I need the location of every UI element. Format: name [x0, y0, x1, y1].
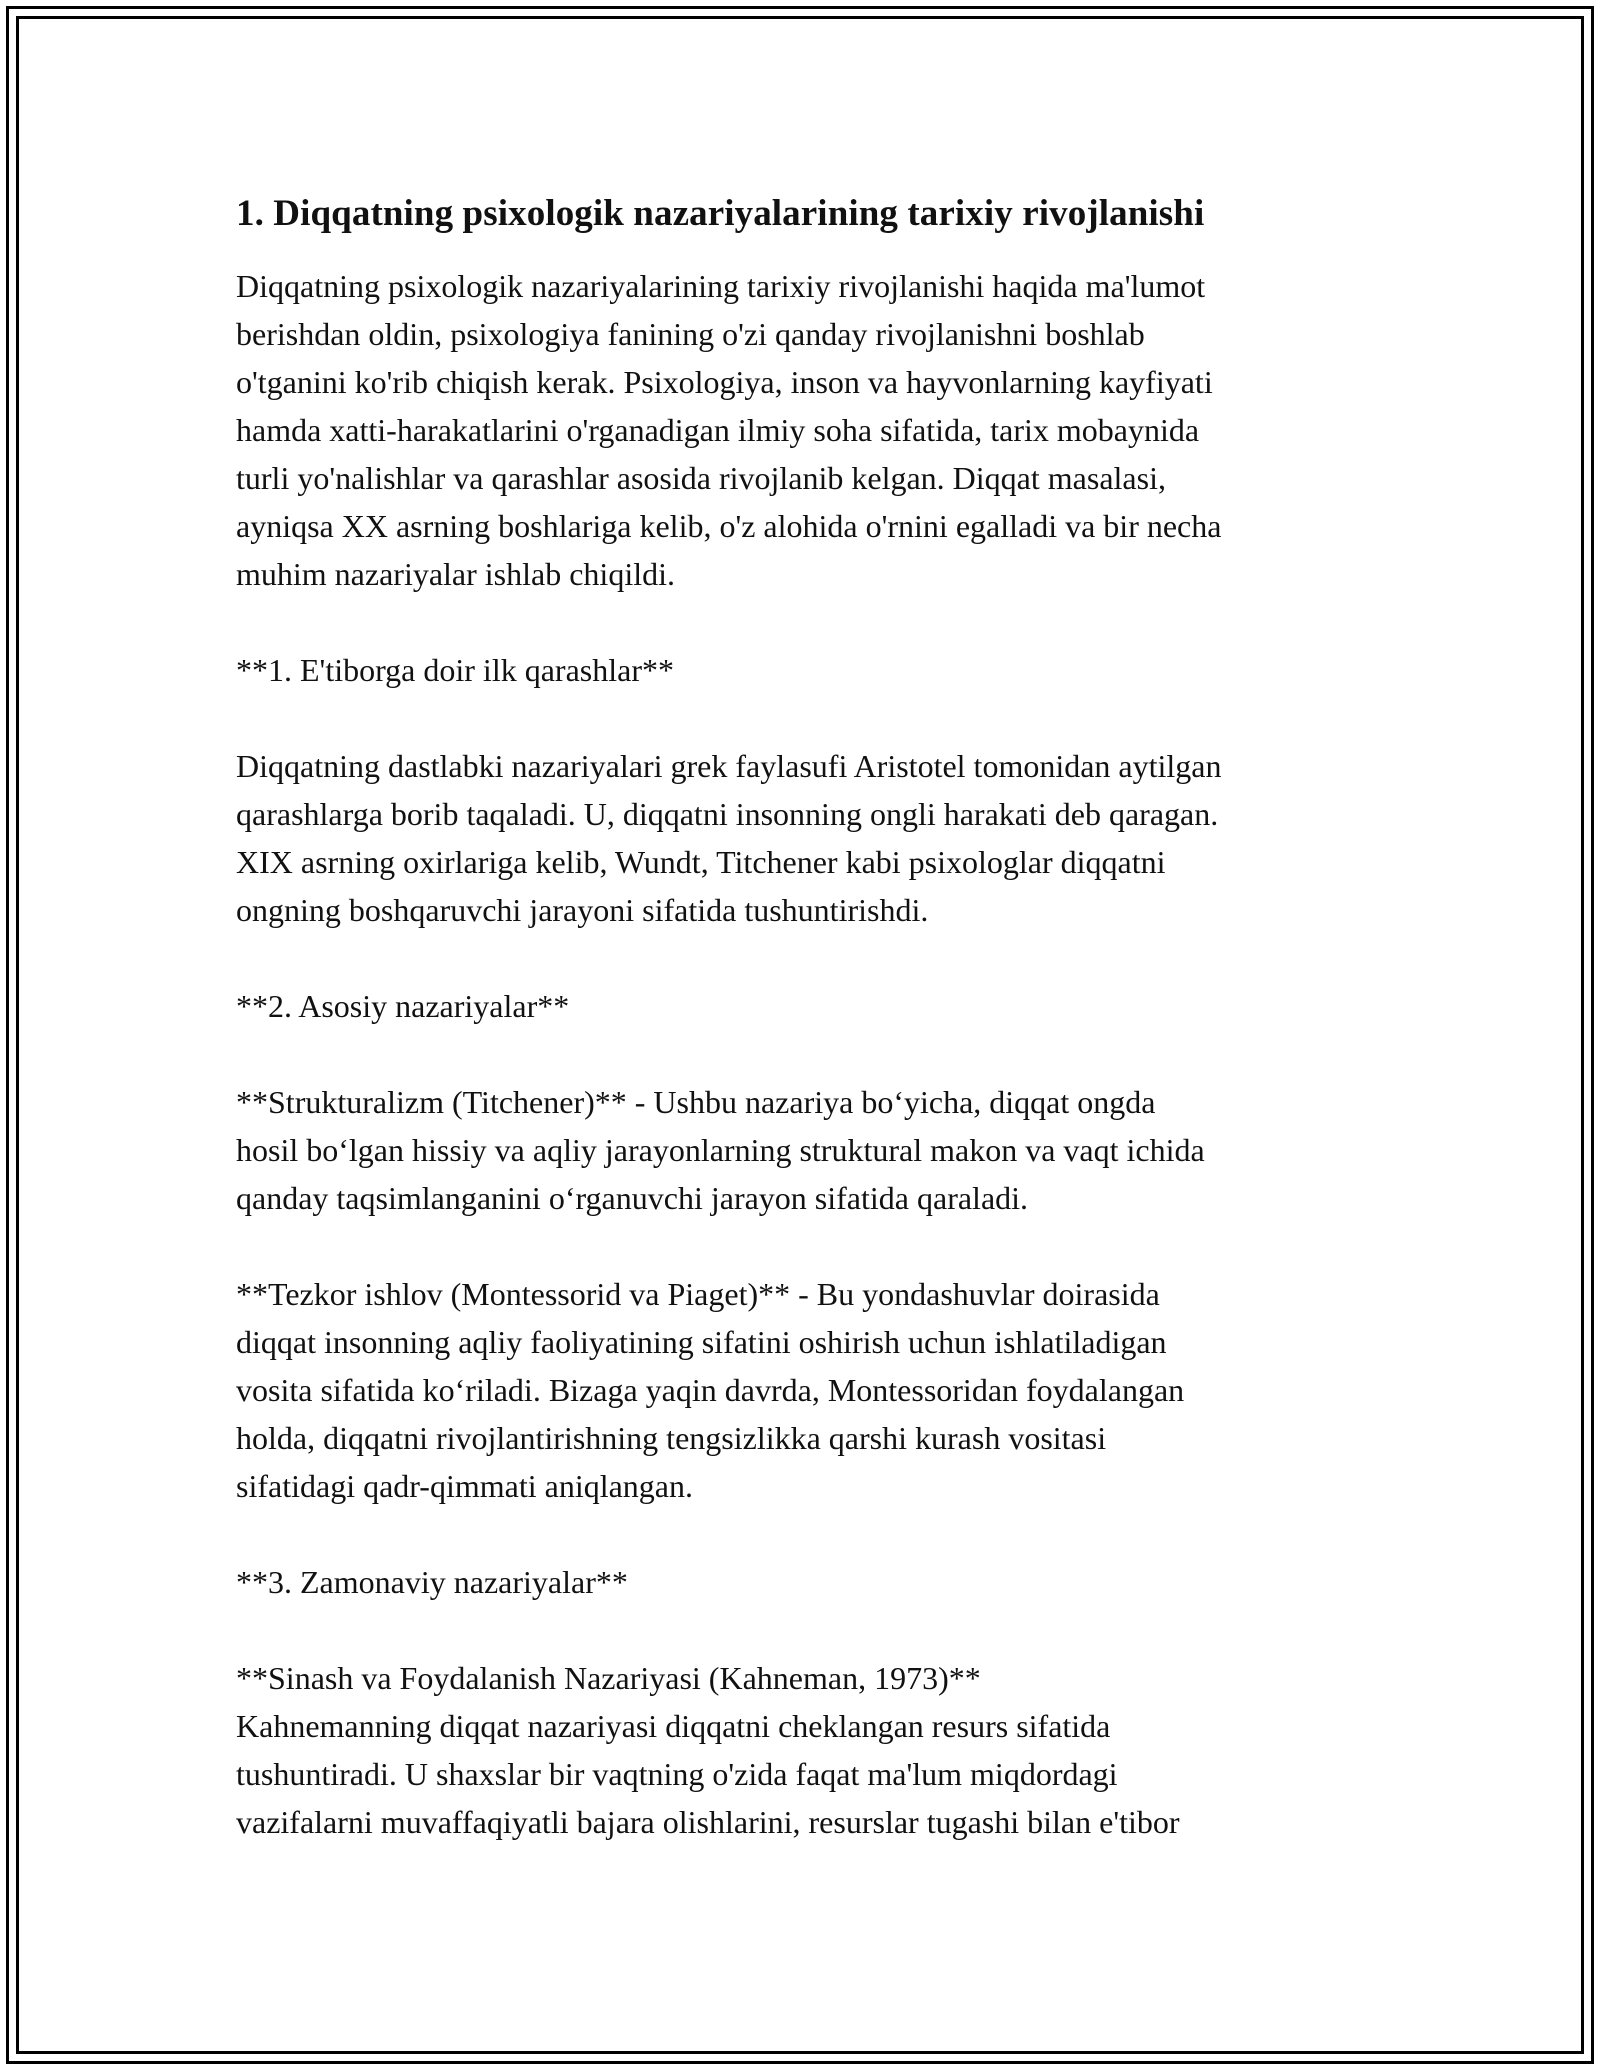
- section-title: 1. Diqqatning psixologik nazariyalarining tarixiy rivojlanishi: [236, 193, 1205, 234]
- paragraph-gap: [236, 1222, 1376, 1270]
- intro-paragraph: Diqqatning psixologik nazariyalarining tarixiy rivojlanishi haqida ma'lumot berishdan oldin, psixologiya fanining o'zi qanday rivojlanishni boshlab o'tganini ko'rib chiqish kerak. Psixologiya, inson va hayvonlarning kayfiyati hamda xatti-harakatlarini o'rganadigan ilmiy soha sifatida, tarix mobaynida turli yo'nalishlar va qarashlar asosida rivojlanib kelgan. Diqqat masalasi, ayniqsa XX asrning boshlariga kelib, o'z alohida o'rnini egalladi va bir necha muhim nazariyalar ishlab chiqildi.: [236, 268, 1222, 592]
- paragraph-gap: [236, 1030, 1376, 1078]
- document-body: [236, 188, 1376, 1846]
- subheading-early-views: **1. E'tiborga doir ilk qarashlar**: [236, 652, 674, 688]
- paragraph-gap: [236, 1606, 1376, 1654]
- paragraph-gap: [236, 694, 1376, 742]
- quick-processing-paragraph: **Tezkor ishlov (Montessorid va Piaget)** - Bu yondashuvlar doirasida diqqat insonning aqliy faoliyatining sifatini oshirish uchun ishlatiladigan vosita sifatida ko‘riladi. Bizaga yaqin davrda, Montessoridan foydalangan holda, diqqatni rivojlantirishning tengsizlikka qarshi kurash vositasi sifatidagi qadr-qimmati aniqlangan.: [236, 1276, 1185, 1504]
- paragraph-gap: [236, 934, 1376, 982]
- structuralism-paragraph: **Strukturalizm (Titchener)** - Ushbu nazariya bo‘yicha, diqqat ongda hosil bo‘lgan hissiy va aqliy jarayonlarning struktural makon va vaqt ichida qanday taqsimlanganini o‘rganuvchi jarayon sifatida qaraladi.: [236, 1084, 1205, 1216]
- kahneman-paragraph: **Sinash va Foydalanish Nazariyasi (Kahneman, 1973)** Kahnemanning diqqat nazariyasi diqqatni cheklangan resurs sifatida tushuntiradi. U shaxslar bir vaqtning o'zida faqat ma'lum miqdordagi vazifalarni muvaffaqiyatli bajara olishlarini, resurslar tugashi bilan e'tibor: [236, 1660, 1180, 1840]
- paragraph-gap: [236, 598, 1376, 646]
- subheading-modern-theories: **3. Zamonaviy nazariyalar**: [236, 1564, 628, 1600]
- paragraph-gap: [236, 1510, 1376, 1558]
- early-views-paragraph: Diqqatning dastlabki nazariyalari grek faylasufi Aristotel tomonidan aytilgan qarashlarga borib taqaladi. U, diqqatni insonning ongli harakati deb qaragan. XIX asrning oxirlariga kelib, Wundt, Titchener kabi psixologlar diqqatni ongning boshqaruvchi jarayoni sifatida tushuntirishdi.: [236, 748, 1222, 928]
- subheading-main-theories: **2. Asosiy nazariyalar**: [236, 988, 570, 1024]
